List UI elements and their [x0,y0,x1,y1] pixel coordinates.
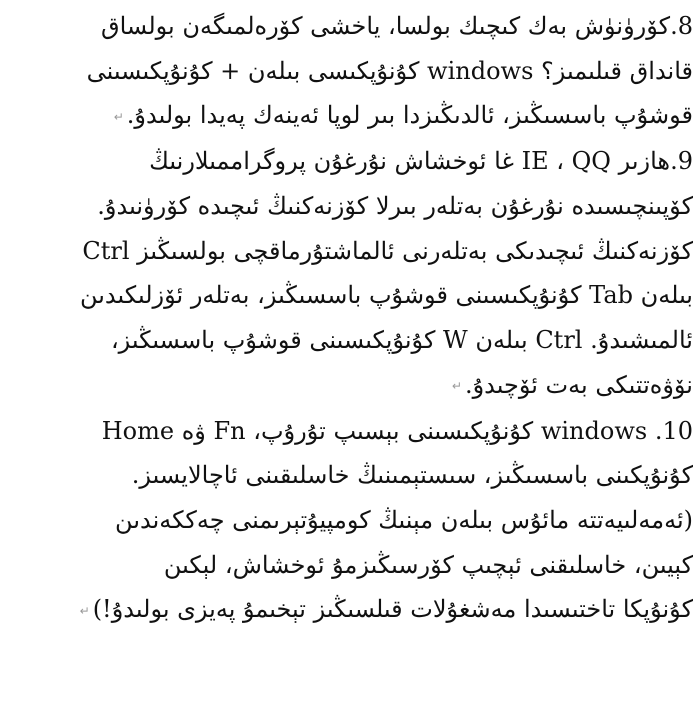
paragraph-mark-icon: ↵ [113,109,124,124]
text-line: كۆزنەكنىڭ ئىچىدىكى بەتلەرنى ئالماشتۇرماقچى بولسىڭىز Ctrl [82,236,693,265]
text-line [6,93,693,139]
paragraph-mark-icon: ↵ [451,378,462,393]
text-line: بىلەن Tab كۇنۇپكىسىنى قوشۇپ باسسىڭىز، بەتلەر ئۆزلىكىدىن [79,281,693,310]
text-line: 8.كۆرۈنۈش بەك كىچىك بولسا، ياخشى كۆرەلمىگەن بولساق [100,12,693,40]
text-line: كۇنۇپكىنى باسسىڭىز، سىستېمىنىڭ خاسلىقىنى ئاچالايسىز. [131,461,693,490]
text-line: 10. windows كۇنۇپكىسىنى بېسىپ تۇرۇپ، Fn ۋە Home [101,416,693,445]
text-line-content: قوشۇپ باسسىڭىز، ئالدىڭىزدا بىر لوپا ئەينەك پەيدا بولىدۇ. [126,101,693,130]
paragraph-tip-9 [6,139,693,408]
text-line [6,363,693,409]
paragraph-tip-8 [6,4,693,139]
text-line-content: نۆۋەتتىكى بەت ئۆچىدۇ. [464,370,693,399]
text-line-content: كۇنۇپكا تاختىسىدا مەشغۇلات قىلسىڭىز تېخىمۇ پەيزى بولىدۇ!) [92,595,693,624]
paragraph-tip-10 [6,409,693,634]
paragraph-mark-icon: ↵ [79,603,90,618]
text-line: 9.ھازىر IE ، QQ غا ئوخشاش نۇرغۇن پروگراممىلارنىڭ [149,147,693,176]
text-line: قانداق قىلىمىز؟ windows كۇنۇپكىسى بىلەن + كۇنۇپكىسىنى [86,56,693,85]
text-line: كۆپىنچىسىدە نۇرغۇن بەتلەر بىرلا كۆزنەكنىڭ ئىچىدە كۆرۈنىدۇ. [97,191,693,220]
text-line: كېيىن، خاسلىقنى ئېچىپ كۆرسىڭىزمۇ ئوخشاش، لېكىن [163,550,693,579]
text-line: (ئەمەلىيەتتە مائۇس بىلەن مېنىڭ كومپيۇتېرىمنى چەككەندىن [115,506,693,535]
text-line [6,587,693,633]
text-line: ئالمىشىدۇ. Ctrl بىلەن W كۇنۇپكىسىنى قوشۇپ باسسىڭىز، [110,326,693,355]
